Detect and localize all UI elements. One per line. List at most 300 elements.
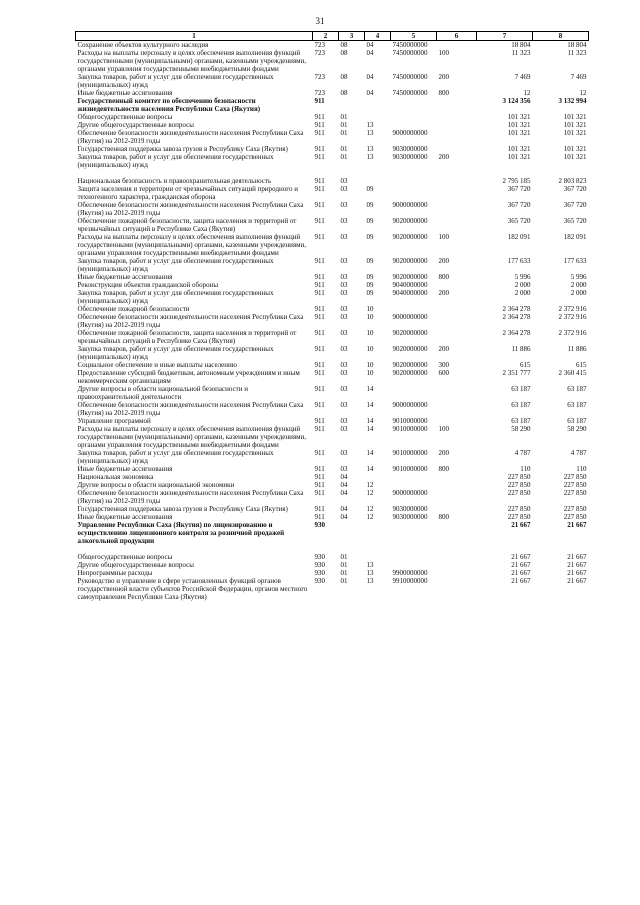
column-header: 8 bbox=[533, 32, 589, 41]
expense-type-code bbox=[437, 129, 477, 145]
section-code: 03 bbox=[340, 233, 348, 241]
section-code: 01 bbox=[340, 153, 348, 161]
subsection-code: 09 bbox=[366, 281, 374, 289]
amount-year-2: 227 850 bbox=[563, 513, 587, 521]
table-row bbox=[76, 385, 589, 401]
amount-year-1: 63 187 bbox=[511, 401, 531, 409]
subsection-code: 14 bbox=[366, 385, 374, 393]
table-row bbox=[76, 489, 589, 505]
table-row bbox=[76, 449, 589, 465]
amount-year-1: 227 850 bbox=[507, 513, 531, 521]
target-code bbox=[391, 113, 437, 121]
table-row bbox=[76, 425, 589, 449]
item-name: Общегосударственные вопросы bbox=[77, 113, 173, 121]
section-code: 01 bbox=[340, 553, 348, 561]
column-header: 7 bbox=[477, 32, 533, 41]
amount-year-2: 63 187 bbox=[567, 385, 587, 393]
expense-type-code bbox=[437, 505, 477, 513]
amount-year-1: 2 351 777 bbox=[502, 369, 531, 377]
table-row bbox=[76, 145, 589, 153]
ministry-code: 911 bbox=[314, 513, 325, 521]
subsection-code: 13 bbox=[366, 577, 374, 585]
subsection-code bbox=[365, 113, 391, 121]
table-row bbox=[76, 465, 589, 473]
target-code: 9000000000 bbox=[392, 129, 428, 137]
target-code bbox=[391, 473, 437, 481]
target-code: 9020000000 bbox=[392, 345, 428, 353]
ministry-code: 911 bbox=[314, 257, 325, 265]
expense-type-code: 200 bbox=[438, 153, 449, 161]
subsection-code: 09 bbox=[366, 217, 374, 225]
amount-year-1: 7 469 bbox=[514, 73, 531, 81]
subsection-code: 10 bbox=[366, 313, 374, 321]
ministry-code: 911 bbox=[314, 97, 325, 105]
section-code: 04 bbox=[340, 489, 348, 497]
ministry-code: 911 bbox=[314, 289, 325, 297]
subsection-code: 13 bbox=[366, 561, 374, 569]
item-name: Иные бюджетные ассигнования bbox=[77, 465, 173, 473]
item-name: Другие общегосударственные вопросы bbox=[77, 121, 194, 129]
subsection-code: 12 bbox=[366, 481, 374, 489]
subsection-code: 09 bbox=[366, 233, 374, 241]
amount-year-2: 227 850 bbox=[563, 481, 587, 489]
target-code bbox=[391, 481, 437, 489]
amount-year-2: 5 996 bbox=[570, 273, 587, 281]
amount-year-1: 227 850 bbox=[507, 489, 531, 497]
amount-year-1: 4 787 bbox=[514, 449, 531, 457]
subsection-code: 09 bbox=[366, 289, 374, 297]
expense-type-code bbox=[437, 481, 477, 489]
table-row bbox=[76, 561, 589, 569]
section-code: 08 bbox=[340, 41, 348, 49]
amount-year-1: 227 850 bbox=[507, 473, 531, 481]
ministry-code: 911 bbox=[314, 153, 325, 161]
ministry-code: 911 bbox=[314, 305, 325, 313]
expense-type-code: 200 bbox=[438, 289, 449, 297]
amount-year-1: 2 000 bbox=[514, 289, 531, 297]
subsection-code bbox=[365, 473, 391, 481]
item-name: Закупка товаров, работ и услуг для обеспечения государственных (муниципальных) нужд bbox=[77, 73, 274, 89]
subsection-code bbox=[365, 177, 391, 185]
item-name: Обеспечение безопасности жизнедеятельности населения Республики Саха (Якутия) на 2012-2019 годы bbox=[77, 129, 304, 145]
amount-year-1: 58 290 bbox=[511, 425, 531, 433]
expense-type-code bbox=[437, 305, 477, 313]
amount-year-2: 101 321 bbox=[563, 129, 587, 137]
target-code: 9000000000 bbox=[392, 401, 428, 409]
subsection-code: 04 bbox=[366, 49, 374, 57]
item-name: Расходы на выплаты персоналу в целях обеспечения выполнения функций государственными (муниципальными) органами, казенными учреждениями, органами управления государственными внебюджетными фондами bbox=[77, 425, 306, 449]
item-name: Защита населения и территории от чрезвычайных ситуаций природного и техногенного характера, гражданская оборона bbox=[77, 185, 298, 201]
target-code: 7450000000 bbox=[392, 73, 428, 81]
amount-year-1: 101 321 bbox=[507, 113, 531, 121]
amount-year-2: 58 290 bbox=[567, 425, 587, 433]
ministry-code: 930 bbox=[314, 553, 325, 561]
amount-year-2: 4 787 bbox=[570, 449, 587, 457]
ministry-code: 911 bbox=[314, 361, 325, 369]
table-row bbox=[76, 369, 589, 385]
table-row bbox=[76, 113, 589, 121]
ministry-code: 930 bbox=[314, 521, 325, 529]
target-code: 9020000000 bbox=[392, 273, 428, 281]
expense-type-code: 200 bbox=[438, 345, 449, 353]
subsection-code: 14 bbox=[366, 465, 374, 473]
item-name: Руководство и управление в сфере установленных функций органов государственной власти субъектов Российской Федерации, органов местного самоуправления Республики Саха (Якутия) bbox=[77, 577, 308, 601]
ministry-code: 723 bbox=[314, 73, 325, 81]
column-header: 2 bbox=[313, 32, 339, 41]
expense-type-code bbox=[437, 201, 477, 217]
spacer-cell bbox=[76, 545, 589, 553]
target-code: 9900000000 bbox=[392, 569, 428, 577]
section-code: 03 bbox=[340, 177, 348, 185]
spacer-row bbox=[76, 545, 589, 553]
amount-year-1: 21 667 bbox=[511, 577, 531, 585]
subsection-code: 09 bbox=[366, 273, 374, 281]
item-name: Обеспечение пожарной безопасности, защита населения и территорий от чрезвычайных ситуаций в Республике Саха (Якутия) bbox=[77, 217, 297, 233]
amount-year-2: 21 667 bbox=[567, 569, 587, 577]
ministry-code: 911 bbox=[314, 449, 325, 457]
item-name: Обеспечение безопасности жизнедеятельности населения Республики Саха (Якутия) на 2012-2019 годы bbox=[77, 401, 304, 417]
item-name: Государственная поддержка завоза грузов в Республику Саха (Якутия) bbox=[77, 505, 288, 513]
amount-year-2: 2 000 bbox=[570, 289, 587, 297]
amount-year-2: 11 323 bbox=[567, 49, 587, 57]
item-name: Иные бюджетные ассигнования bbox=[77, 513, 173, 521]
amount-year-2: 2 360 415 bbox=[558, 369, 587, 377]
amount-year-2: 227 850 bbox=[563, 473, 587, 481]
target-code: 9010000000 bbox=[392, 425, 428, 433]
amount-year-2: 3 132 994 bbox=[558, 97, 587, 105]
ministry-code: 911 bbox=[314, 129, 325, 137]
section-code: 03 bbox=[340, 369, 348, 377]
ministry-code: 911 bbox=[314, 281, 325, 289]
target-code: 9910000000 bbox=[392, 577, 428, 585]
expense-type-code bbox=[437, 385, 477, 401]
section-code: 03 bbox=[340, 329, 348, 337]
target-code: 9010000000 bbox=[392, 417, 428, 425]
item-name: Государственная поддержка завоза грузов в Республику Саха (Якутия) bbox=[77, 145, 288, 153]
amount-year-2: 21 667 bbox=[567, 577, 587, 585]
ministry-code: 911 bbox=[314, 145, 325, 153]
section-code: 01 bbox=[340, 561, 348, 569]
expense-type-code bbox=[437, 417, 477, 425]
target-code: 9020000000 bbox=[392, 369, 428, 377]
amount-year-2: 63 187 bbox=[567, 401, 587, 409]
table-row bbox=[76, 121, 589, 129]
target-code bbox=[391, 97, 437, 113]
ministry-code: 911 bbox=[314, 489, 325, 497]
target-code bbox=[391, 561, 437, 569]
table-header-row bbox=[76, 32, 589, 41]
ministry-code: 723 bbox=[314, 89, 325, 97]
expense-type-code: 800 bbox=[438, 513, 449, 521]
subsection-code: 10 bbox=[366, 369, 374, 377]
expense-type-code bbox=[437, 177, 477, 185]
amount-year-2: 227 850 bbox=[563, 505, 587, 513]
section-code: 03 bbox=[340, 425, 348, 433]
section-code: 03 bbox=[340, 305, 348, 313]
expense-type-code bbox=[437, 569, 477, 577]
amount-year-2: 21 667 bbox=[567, 521, 587, 529]
table-row bbox=[76, 289, 589, 305]
item-name: Непрограммные расходы bbox=[77, 569, 153, 577]
section-code: 03 bbox=[340, 465, 348, 473]
section-code: 03 bbox=[340, 345, 348, 353]
ministry-code: 911 bbox=[314, 177, 325, 185]
expense-type-code: 200 bbox=[438, 257, 449, 265]
item-name: Национальная безопасность и правоохранительная деятельность bbox=[77, 177, 272, 185]
expense-type-code: 800 bbox=[438, 273, 449, 281]
column-header: 1 bbox=[76, 32, 313, 41]
section-code: 03 bbox=[340, 449, 348, 457]
expense-type-code bbox=[437, 521, 477, 545]
ministry-code: 930 bbox=[314, 569, 325, 577]
amount-year-2: 367 720 bbox=[563, 185, 587, 193]
expense-type-code bbox=[437, 329, 477, 345]
subsection-code bbox=[365, 521, 391, 545]
item-name: Другие общегосударственные вопросы bbox=[77, 561, 194, 569]
table-row bbox=[76, 577, 589, 601]
amount-year-2: 615 bbox=[576, 361, 587, 369]
item-name: Закупка товаров, работ и услуг для обеспечения государственных (муниципальных) нужд bbox=[77, 449, 274, 465]
section-code bbox=[339, 97, 365, 113]
target-code bbox=[391, 177, 437, 185]
ministry-code: 911 bbox=[314, 313, 325, 321]
amount-year-2: 2 803 823 bbox=[558, 177, 587, 185]
target-code: 9040000000 bbox=[392, 289, 428, 297]
item-name: Закупка товаров, работ и услуг для обеспечения государственных (муниципальных) нужд bbox=[77, 153, 274, 169]
expense-type-code bbox=[437, 217, 477, 233]
subsection-code bbox=[365, 553, 391, 561]
target-code bbox=[391, 553, 437, 561]
subsection-code: 04 bbox=[366, 89, 374, 97]
section-code: 01 bbox=[340, 569, 348, 577]
table-row bbox=[76, 513, 589, 521]
subsection-code: 12 bbox=[366, 513, 374, 521]
ministry-code: 911 bbox=[314, 121, 325, 129]
amount-year-1: 101 321 bbox=[507, 129, 531, 137]
subsection-code: 13 bbox=[366, 129, 374, 137]
section-code: 03 bbox=[340, 201, 348, 209]
amount-year-1: 367 720 bbox=[507, 185, 531, 193]
item-name: Закупка товаров, работ и услуг для обеспечения государственных (муниципальных) нужд bbox=[77, 257, 274, 273]
table-row bbox=[76, 281, 589, 289]
amount-year-2: 101 321 bbox=[563, 145, 587, 153]
target-code: 9030000000 bbox=[392, 505, 428, 513]
subsection-code: 13 bbox=[366, 153, 374, 161]
subsection-code: 10 bbox=[366, 345, 374, 353]
expense-type-code bbox=[437, 489, 477, 505]
expense-type-code bbox=[437, 281, 477, 289]
item-name: Другие вопросы в области национальной безопасности и правоохранительной деятельности bbox=[77, 385, 248, 401]
expense-type-code: 800 bbox=[438, 89, 449, 97]
item-name: Национальная экономика bbox=[77, 473, 154, 481]
ministry-code: 911 bbox=[314, 345, 325, 353]
target-code: 9020000000 bbox=[392, 217, 428, 225]
ministry-code: 911 bbox=[314, 473, 325, 481]
target-code: 9000000000 bbox=[392, 201, 428, 209]
target-code: 7450000000 bbox=[392, 89, 428, 97]
section-code: 04 bbox=[340, 505, 348, 513]
subsection-code: 09 bbox=[366, 201, 374, 209]
subsection-code: 04 bbox=[366, 73, 374, 81]
table-row bbox=[76, 89, 589, 97]
target-code: 9020000000 bbox=[392, 257, 428, 265]
table-row bbox=[76, 185, 589, 201]
item-name: Обеспечение пожарной безопасности bbox=[77, 305, 190, 313]
amount-year-2: 7 469 bbox=[570, 73, 587, 81]
table-row bbox=[76, 481, 589, 489]
target-code bbox=[391, 121, 437, 129]
amount-year-1: 2 364 278 bbox=[502, 305, 531, 313]
section-code: 08 bbox=[340, 89, 348, 97]
table-row bbox=[76, 49, 589, 73]
table-row bbox=[76, 401, 589, 417]
amount-year-2: 227 850 bbox=[563, 489, 587, 497]
target-code bbox=[391, 521, 437, 545]
ministry-code: 911 bbox=[314, 329, 325, 337]
item-name: Реконструкция объектов гражданской обороны bbox=[77, 281, 219, 289]
amount-year-1: 182 091 bbox=[507, 233, 531, 241]
subsection-code: 09 bbox=[366, 185, 374, 193]
amount-year-1: 110 bbox=[520, 465, 531, 473]
amount-year-2: 2 000 bbox=[570, 281, 587, 289]
subsection-code: 13 bbox=[366, 569, 374, 577]
expense-type-code bbox=[437, 313, 477, 329]
section-code: 04 bbox=[340, 473, 348, 481]
subsection-code: 12 bbox=[366, 489, 374, 497]
item-name: Сохранение объектов культурного наследия bbox=[77, 41, 209, 49]
table-row bbox=[76, 153, 589, 169]
subsection-code: 13 bbox=[366, 145, 374, 153]
item-name: Государственный комитет по обеспечению безопасности жизнедеятельности населения Республики Саха (Якутия) bbox=[77, 97, 261, 113]
item-name: Иные бюджетные ассигнования bbox=[77, 273, 173, 281]
table-row bbox=[76, 553, 589, 561]
amount-year-2: 2 372 916 bbox=[558, 305, 587, 313]
ministry-code: 911 bbox=[314, 273, 325, 281]
expense-type-code bbox=[437, 97, 477, 113]
item-name: Обеспечение безопасности жизнедеятельности населения Республики Саха (Якутия) на 2012-2019 годы bbox=[77, 489, 304, 505]
subsection-code: 13 bbox=[366, 121, 374, 129]
expense-type-code bbox=[437, 113, 477, 121]
amount-year-1: 367 720 bbox=[507, 201, 531, 209]
target-code bbox=[391, 305, 437, 313]
item-name: Обеспечение пожарной безопасности, защита населения и территорий от чрезвычайных ситуаций в Республике Саха (Якутия) bbox=[77, 329, 297, 345]
ministry-code: 930 bbox=[314, 561, 325, 569]
expense-type-code bbox=[437, 401, 477, 417]
ministry-code: 911 bbox=[314, 385, 325, 393]
column-header: 6 bbox=[437, 32, 477, 41]
amount-year-1: 18 804 bbox=[511, 41, 531, 49]
amount-year-2: 367 720 bbox=[563, 201, 587, 209]
amount-year-2: 63 187 bbox=[567, 417, 587, 425]
amount-year-2: 177 633 bbox=[563, 257, 587, 265]
target-code: 7450000000 bbox=[392, 49, 428, 57]
amount-year-1: 2 000 bbox=[514, 281, 531, 289]
ministry-code: 911 bbox=[314, 201, 325, 209]
subsection-code: 04 bbox=[366, 41, 374, 49]
table-row bbox=[76, 201, 589, 217]
expense-type-code: 100 bbox=[438, 49, 449, 57]
item-name: Управление Республики Саха (Якутия) по лицензированию и осуществлению лицензионного контроля за розничной продажей алкогольной продукции bbox=[77, 521, 285, 545]
subsection-code: 14 bbox=[366, 401, 374, 409]
amount-year-2: 101 321 bbox=[563, 121, 587, 129]
section-code: 01 bbox=[340, 121, 348, 129]
item-name: Общегосударственные вопросы bbox=[77, 553, 173, 561]
section-code: 03 bbox=[340, 257, 348, 265]
ministry-code: 911 bbox=[314, 417, 325, 425]
amount-year-1: 11 323 bbox=[511, 49, 531, 57]
target-code: 9010000000 bbox=[392, 465, 428, 473]
expense-type-code: 300 bbox=[438, 361, 449, 369]
amount-year-2: 21 667 bbox=[567, 553, 587, 561]
amount-year-1: 5 996 bbox=[514, 273, 531, 281]
ministry-code: 911 bbox=[314, 113, 325, 121]
subsection-code: 10 bbox=[366, 361, 374, 369]
subsection-code: 14 bbox=[366, 417, 374, 425]
amount-year-1: 12 bbox=[523, 89, 531, 97]
amount-year-1: 101 321 bbox=[507, 145, 531, 153]
amount-year-1: 11 886 bbox=[511, 345, 531, 353]
table-row bbox=[76, 257, 589, 273]
target-code: 9020000000 bbox=[392, 329, 428, 337]
expense-type-code: 100 bbox=[438, 425, 449, 433]
ministry-code: 911 bbox=[314, 217, 325, 225]
amount-year-1: 177 633 bbox=[507, 257, 531, 265]
amount-year-2: 101 321 bbox=[563, 113, 587, 121]
amount-year-1: 21 667 bbox=[511, 553, 531, 561]
table-row bbox=[76, 305, 589, 313]
amount-year-1: 63 187 bbox=[511, 385, 531, 393]
column-header: 3 bbox=[339, 32, 365, 41]
ministry-code: 723 bbox=[314, 41, 325, 49]
expense-type-code bbox=[437, 577, 477, 601]
target-code: 9030000000 bbox=[392, 145, 428, 153]
ministry-code: 930 bbox=[314, 577, 325, 585]
section-code: 03 bbox=[340, 417, 348, 425]
subsection-code: 14 bbox=[366, 449, 374, 457]
target-code: 9030000000 bbox=[392, 513, 428, 521]
amount-year-2: 21 667 bbox=[567, 561, 587, 569]
expense-type-code bbox=[437, 121, 477, 129]
amount-year-1: 615 bbox=[520, 361, 531, 369]
expense-type-code: 600 bbox=[438, 369, 449, 377]
expense-type-code bbox=[437, 41, 477, 50]
table-row bbox=[76, 345, 589, 361]
item-name: Закупка товаров, работ и услуг для обеспечения государственных (муниципальных) нужд bbox=[77, 345, 274, 361]
expense-type-code bbox=[437, 145, 477, 153]
table-row bbox=[76, 329, 589, 345]
amount-year-2: 18 804 bbox=[567, 41, 587, 49]
expense-type-code bbox=[437, 185, 477, 201]
table-row bbox=[76, 177, 589, 185]
amount-year-2: 110 bbox=[576, 465, 587, 473]
target-code: 9010000000 bbox=[392, 449, 428, 457]
item-name: Обеспечение безопасности жизнедеятельности населения Республики Саха (Якутия) на 2012-2019 годы bbox=[77, 201, 304, 217]
amount-year-2: 365 720 bbox=[563, 217, 587, 225]
expense-type-code bbox=[437, 473, 477, 481]
spacer-row bbox=[76, 169, 589, 177]
amount-year-2: 11 886 bbox=[567, 345, 587, 353]
ministry-code: 911 bbox=[314, 401, 325, 409]
item-name: Управление программой bbox=[77, 417, 151, 425]
amount-year-1: 227 850 bbox=[507, 481, 531, 489]
budget-table bbox=[75, 31, 589, 601]
ministry-code: 911 bbox=[314, 505, 325, 513]
ministry-code: 723 bbox=[314, 49, 325, 57]
table-row bbox=[76, 417, 589, 425]
target-code: 9000000000 bbox=[392, 489, 428, 497]
amount-year-1: 2 795 185 bbox=[502, 177, 531, 185]
section-code: 04 bbox=[340, 513, 348, 521]
